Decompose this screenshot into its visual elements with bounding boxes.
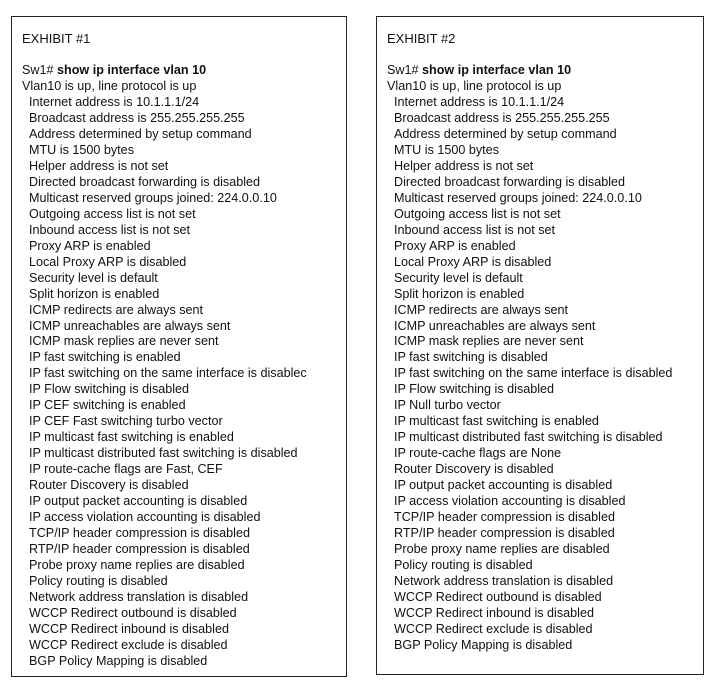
exhibit-2-output-line: Broadcast address is 255.255.255.255 xyxy=(394,110,610,125)
exhibit-1-output-line: IP multicast fast switching is enabled xyxy=(29,430,234,445)
exhibit-2-output-line: IP multicast distributed fast switching is disabled xyxy=(394,430,663,445)
exhibit-1-output-line: Multicast reserved groups joined: 224.0.0.10 xyxy=(29,190,277,205)
exhibit-1-output-line: Address determined by setup command xyxy=(29,126,252,141)
exhibit-1-output-line: IP multicast distributed fast switching is disabled xyxy=(29,446,298,461)
exhibit-1-output-line: ICMP redirects are always sent xyxy=(29,302,204,317)
exhibit-2-output-line: Directed broadcast forwarding is disabled xyxy=(394,174,626,189)
exhibit-1-output-line: IP output packet accounting is disabled xyxy=(29,494,248,509)
exhibit-2-output-line: IP fast switching is disabled xyxy=(394,350,548,365)
exhibit-1-output-line: Outgoing access list is not set xyxy=(29,206,196,221)
exhibit-2-output-line: Network address translation is disabled xyxy=(394,574,614,588)
exhibit-1-output xyxy=(22,63,307,670)
exhibit-1-output-line: IP CEF Fast switching turbo vector xyxy=(29,414,223,429)
exhibit-2-panel xyxy=(376,16,704,675)
exhibit-2-title: EXHIBIT #2 xyxy=(387,31,456,46)
exhibit-2-output xyxy=(387,63,672,654)
exhibit-1-output-line: Network address translation is disabled xyxy=(29,589,249,604)
exhibit-2-status-line: Vlan10 is up, line protocol is up xyxy=(387,78,562,93)
exhibit-1-output-line: WCCP Redirect inbound is disabled xyxy=(29,621,229,636)
exhibit-2-output-line: Router Discovery is disabled xyxy=(394,462,554,477)
exhibit-2-output-line: Proxy ARP is enabled xyxy=(394,238,516,253)
exhibit-1-output-line: WCCP Redirect outbound is disabled xyxy=(29,605,237,620)
exhibit-1-output-line: Split horizon is enabled xyxy=(29,286,160,301)
exhibit-2-output-line: IP fast switching on the same interface is disabled xyxy=(394,366,673,381)
exhibit-2-command: show ip interface vlan 10 xyxy=(422,63,572,77)
exhibit-1-output-line: RTP/IP header compression is disabled xyxy=(29,542,250,557)
exhibit-1-output-line: WCCP Redirect exclude is disabled xyxy=(29,637,228,652)
exhibit-2-output-line: IP output packet accounting is disabled xyxy=(394,478,613,493)
exhibit-2-output-line: IP Null turbo vector xyxy=(394,398,501,413)
exhibit-2-output-line: Outgoing access list is not set xyxy=(394,206,561,221)
exhibit-1-output-line: Local Proxy ARP is disabled xyxy=(29,254,187,269)
exhibit-1-prompt: Sw1# xyxy=(22,63,54,77)
exhibit-2-prompt: Sw1# xyxy=(387,63,419,77)
exhibit-1-output-line: Helper address is not set xyxy=(29,158,169,173)
exhibit-2-output-line: Local Proxy ARP is disabled xyxy=(394,254,552,269)
exhibit-1-output-line: IP fast switching is enabled xyxy=(29,350,181,365)
exhibit-1-output-line: Proxy ARP is enabled xyxy=(29,238,151,253)
exhibit-2-output-line: RTP/IP header compression is disabled xyxy=(394,526,615,541)
exhibit-1-panel xyxy=(11,16,347,677)
exhibit-1-output-line: Security level is default xyxy=(29,270,158,285)
exhibit-1-output-line: Router Discovery is disabled xyxy=(29,478,189,493)
exhibit-1-output-line: IP route-cache flags are Fast, CEF xyxy=(29,462,223,477)
exhibit-2-output-line: Security level is default xyxy=(394,270,523,285)
exhibit-2-output-line: Address determined by setup command xyxy=(394,126,617,141)
exhibit-1-title: EXHIBIT #1 xyxy=(22,31,91,46)
exhibit-1-output-line: Directed broadcast forwarding is disabled xyxy=(29,174,261,189)
exhibit-2-output-line: WCCP Redirect exclude is disabled xyxy=(394,621,593,636)
exhibit-1-output-line: ICMP unreachables are always sent xyxy=(29,318,231,333)
exhibit-2-output-line: Helper address is not set xyxy=(394,158,534,173)
exhibit-1-output-line: MTU is 1500 bytes xyxy=(29,142,134,157)
exhibit-1-output-line: TCP/IP header compression is disabled xyxy=(29,526,250,541)
exhibit-2-output-line: IP Flow switching is disabled xyxy=(394,382,555,397)
exhibit-1-output-line: ICMP mask replies are never sent xyxy=(29,334,219,349)
exhibit-2-output-line: BGP Policy Mapping is disabled xyxy=(394,637,573,652)
exhibit-1-status-line: Vlan10 is up, line protocol is up xyxy=(22,78,197,93)
exhibit-2-output-line: ICMP redirects are always sent xyxy=(394,302,569,317)
exhibit-1-output-line: Internet address is 10.1.1.1/24 xyxy=(29,94,200,109)
exhibit-1-output-line: Policy routing is disabled xyxy=(29,574,168,588)
exhibit-2-output-line: IP route-cache flags are None xyxy=(394,446,562,461)
exhibit-2-output-line: MTU is 1500 bytes xyxy=(394,142,499,157)
exhibit-2-output-line: Inbound access list is not set xyxy=(394,222,556,237)
exhibit-2-output-line: Multicast reserved groups joined: 224.0.0.10 xyxy=(394,190,642,205)
exhibit-2-output-line: Split horizon is enabled xyxy=(394,286,525,301)
exhibit-2-output-line: ICMP unreachables are always sent xyxy=(394,318,596,333)
exhibit-2-output-line: IP multicast fast switching is enabled xyxy=(394,414,599,429)
exhibit-2-output-line: Policy routing is disabled xyxy=(394,558,533,573)
exhibit-2-command-line xyxy=(387,63,672,79)
exhibit-2-output-line: WCCP Redirect inbound is disabled xyxy=(394,605,594,620)
exhibit-1-command: show ip interface vlan 10 xyxy=(57,63,207,77)
exhibit-2-output-line: Probe proxy name replies are disabled xyxy=(394,542,610,557)
exhibit-1-output-line: Broadcast address is 255.255.255.255 xyxy=(29,110,245,125)
exhibit-1-output-line: Inbound access list is not set xyxy=(29,222,191,237)
exhibit-2-output-line: Internet address is 10.1.1.1/24 xyxy=(394,94,565,109)
exhibit-1-output-line: IP fast switching on the same interface is disablec xyxy=(29,366,307,381)
exhibit-1-output-line: Probe proxy name replies are disabled xyxy=(29,558,245,573)
exhibit-1-output-line: BGP Policy Mapping is disabled xyxy=(29,653,208,668)
exhibit-1-output-line: IP CEF switching is enabled xyxy=(29,398,186,413)
exhibit-1-command-line xyxy=(22,63,307,79)
exhibit-1-output-line: IP Flow switching is disabled xyxy=(29,382,190,397)
exhibit-2-output-line: TCP/IP header compression is disabled xyxy=(394,510,615,525)
exhibit-2-output-line: ICMP mask replies are never sent xyxy=(394,334,584,349)
exhibit-1-output-line: IP access violation accounting is disabled xyxy=(29,510,261,525)
exhibit-2-output-line: WCCP Redirect outbound is disabled xyxy=(394,589,602,604)
exhibit-2-output-line: IP access violation accounting is disabled xyxy=(394,494,626,509)
